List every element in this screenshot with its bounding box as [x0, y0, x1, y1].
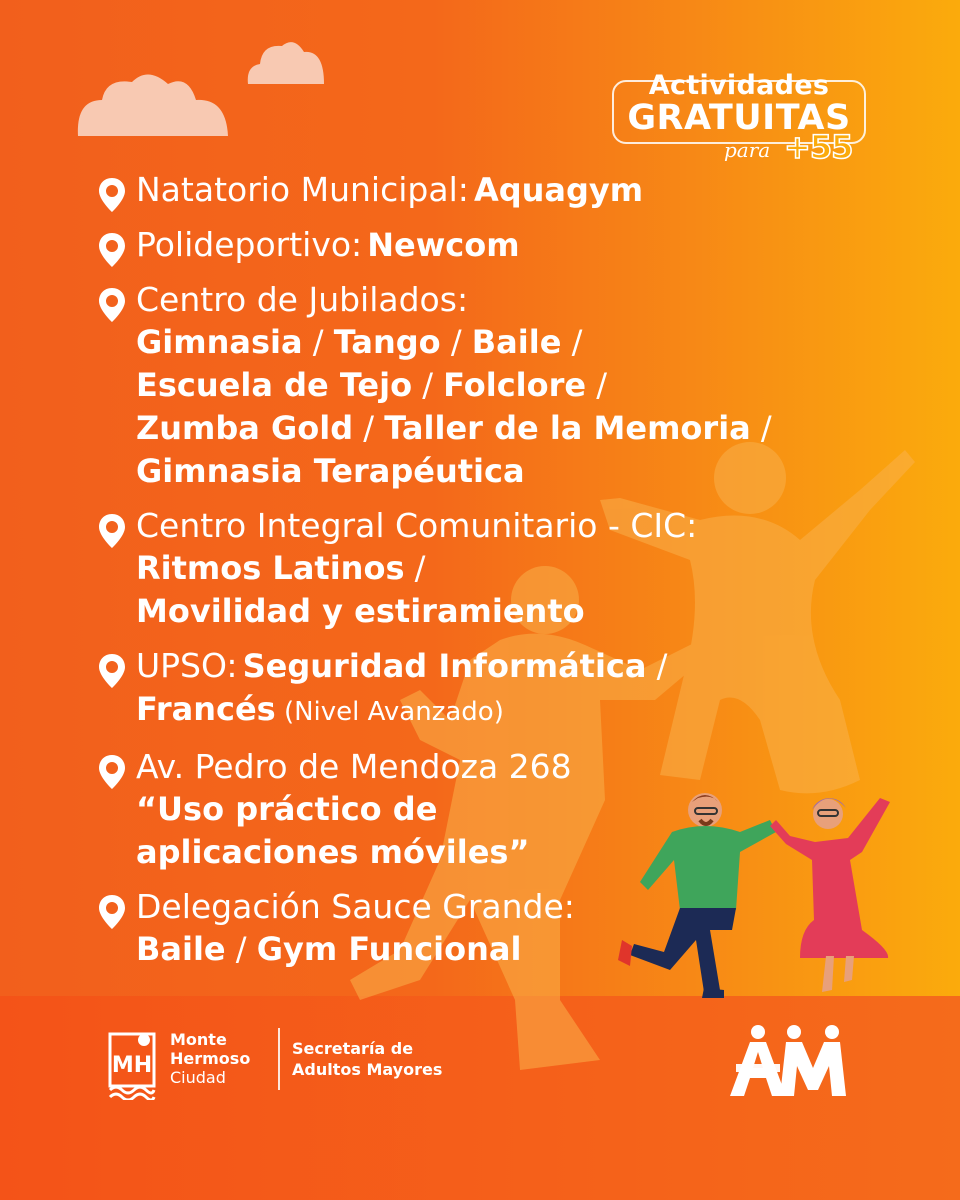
- place-name: Centro de Jubilados:: [136, 280, 469, 319]
- municipality-line2: Hermoso: [170, 1049, 251, 1068]
- place-name: Centro Integral Comunitario - CIC:: [136, 506, 698, 545]
- place-name: Delegación Sauce Grande:: [136, 887, 575, 926]
- activities-line: [136, 928, 938, 971]
- activity-name: Baile: [136, 930, 226, 968]
- separator: /: [586, 366, 608, 404]
- activity-name: Newcom: [367, 226, 520, 264]
- separator: /: [412, 366, 444, 404]
- separator: /: [302, 323, 334, 361]
- list-item: [98, 168, 938, 212]
- separator: /: [646, 647, 668, 685]
- list-item: [98, 278, 938, 493]
- activities-line: [136, 364, 938, 407]
- activities-line: [136, 831, 938, 874]
- secretariat-line2: Adultos Mayores: [292, 1060, 443, 1079]
- activity-name: Gimnasia: [136, 323, 303, 361]
- badge-title-line2: GRATUITAS: [627, 98, 851, 138]
- place-name: Av. Pedro de Mendoza 268: [136, 747, 572, 786]
- activity-name: “Uso práctico de: [136, 790, 438, 828]
- activities-line: [367, 226, 519, 264]
- badge-para: para: [724, 138, 771, 162]
- badge-title-line1: Actividades: [648, 70, 830, 101]
- activities-line: [136, 788, 938, 831]
- separator: /: [561, 323, 583, 361]
- activity-name: Taller de la Memoria: [384, 409, 751, 447]
- location-pin-icon: [98, 653, 126, 689]
- activities-line: [136, 688, 938, 734]
- location-pin-icon: [98, 754, 126, 790]
- activity-name: Tango: [333, 323, 441, 361]
- secretariat-line1: Secretaría de: [292, 1039, 414, 1058]
- separator: /: [750, 409, 772, 447]
- activity-name: Movilidad y estiramiento: [136, 592, 585, 630]
- activity-name: aplicaciones móviles”: [136, 833, 530, 871]
- activity-name: Francés: [136, 690, 276, 728]
- list-item: [98, 644, 938, 734]
- badge-age: +55: [784, 128, 853, 166]
- list-item: [98, 504, 938, 633]
- activities-line: [136, 590, 938, 633]
- place-name: Natatorio Municipal:: [136, 170, 469, 209]
- adultos-mayores-logo-icon: [728, 1024, 860, 1100]
- municipality-line3: Ciudad: [170, 1068, 226, 1087]
- activity-name: Escuela de Tejo: [136, 366, 413, 404]
- free-activities-badge: [608, 70, 870, 170]
- activity-name: Seguridad Informática: [242, 647, 647, 685]
- activities-line: [136, 321, 938, 364]
- activity-name: Gimnasia Terapéutica: [136, 452, 525, 490]
- location-pin-icon: [98, 513, 126, 549]
- separator: /: [404, 549, 426, 587]
- secretariat-name: [292, 1038, 442, 1080]
- activities-line: [474, 171, 643, 209]
- list-item: [98, 223, 938, 267]
- municipality-line1: Monte: [170, 1030, 227, 1049]
- footer-divider: [278, 1028, 280, 1090]
- mh-monogram: MH: [111, 1053, 153, 1078]
- location-pin-icon: [98, 894, 126, 930]
- activity-name: Folclore: [443, 366, 587, 404]
- activity-name: Aquagym: [473, 171, 644, 209]
- activities-line: [136, 547, 938, 590]
- location-pin-icon: [98, 177, 126, 213]
- list-item: [98, 745, 938, 874]
- monte-hermoso-logo-icon: [108, 1028, 156, 1100]
- activities-line: [136, 450, 938, 493]
- activity-name: Zumba Gold: [136, 409, 354, 447]
- place-name: UPSO:: [136, 646, 238, 685]
- activity-name: Gym Funcional: [256, 930, 522, 968]
- activities-line: [243, 647, 668, 685]
- activities-list: [98, 168, 938, 982]
- separator: /: [225, 930, 257, 968]
- location-pin-icon: [98, 232, 126, 268]
- activities-line: [136, 407, 938, 450]
- municipality-name: [170, 1030, 250, 1087]
- list-item: [98, 885, 938, 971]
- separator: /: [353, 409, 385, 447]
- activity-note: (Nivel Avanzado): [275, 697, 504, 727]
- activity-name: Ritmos Latinos: [136, 549, 405, 587]
- separator: /: [440, 323, 472, 361]
- activity-name: Baile: [471, 323, 562, 361]
- location-pin-icon: [98, 287, 126, 323]
- place-name: Polideportivo:: [136, 225, 363, 264]
